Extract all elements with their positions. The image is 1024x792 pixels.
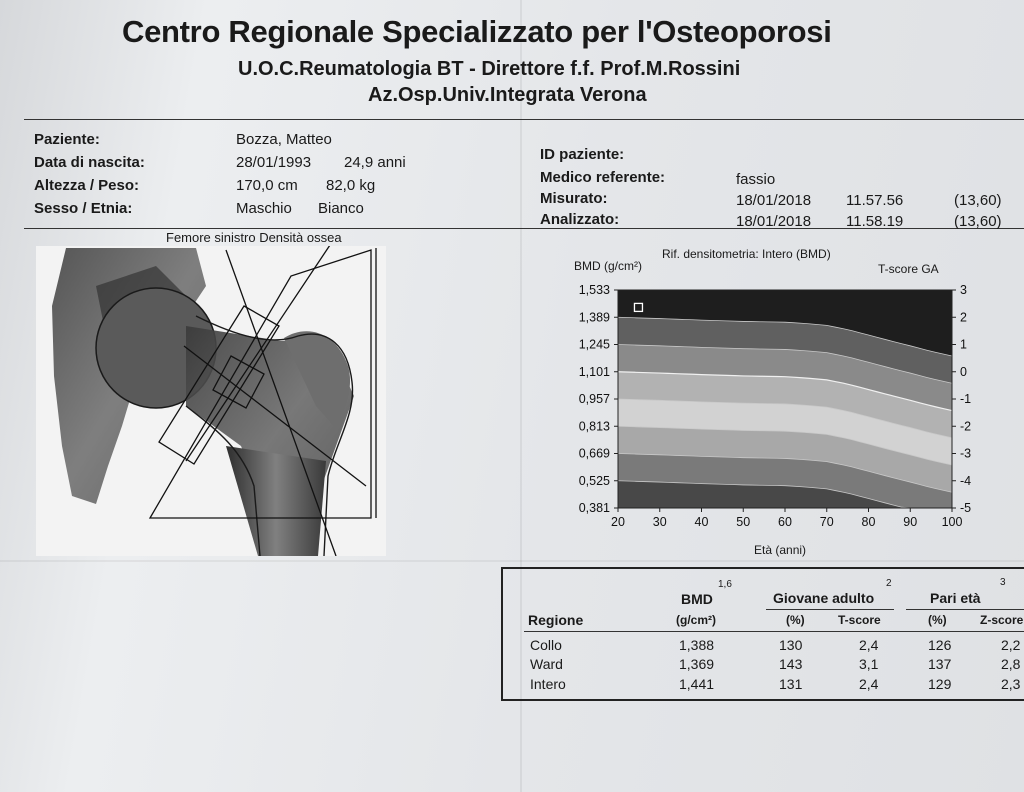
y-tick-label: 0,813 <box>578 419 610 434</box>
tscore-cell: 2,4 <box>859 637 879 653</box>
chart-ylabel: BMD (g/cm²) <box>574 259 642 273</box>
y-tick-label: 0,525 <box>578 473 610 488</box>
x-tick-label: 90 <box>903 515 918 529</box>
y2-tick-label: 2 <box>960 310 967 325</box>
x-tick-label: 20 <box>611 515 625 529</box>
y-tick-label: 0,381 <box>578 501 610 515</box>
x-tick-label: 50 <box>736 515 751 529</box>
y2-tick-label: 0 <box>960 364 967 379</box>
y-tick-label: 1,533 <box>578 283 610 297</box>
patient-name-label: Paziente: <box>34 131 100 148</box>
y2-tick-label: -4 <box>960 473 972 488</box>
region-cell: Ward <box>530 656 563 672</box>
y2-tick-label: 1 <box>960 337 967 352</box>
patient-name: Bozza, Matteo <box>236 131 332 148</box>
x-tick-label: 60 <box>778 515 792 529</box>
y2-tick-label: -2 <box>960 419 972 434</box>
department-line: U.O.C.Reumatologia BT - Direttore f.f. Prof.M.Rossini <box>238 58 741 80</box>
height-weight-label: Altezza / Peso: <box>34 177 140 194</box>
dob-label: Data di nascita: <box>34 154 145 171</box>
ya-pct-header: (%) <box>786 613 805 627</box>
bmd-cell: 1,441 <box>679 676 715 692</box>
report-title: Centro Regionale Specializzato per l'Osteoporosi <box>122 14 832 49</box>
dob-value: 28/01/1993 <box>236 154 312 171</box>
age-value: 24,9 anni <box>344 154 406 171</box>
am-pct-cell: 137 <box>928 656 952 672</box>
young-adult-header: Giovane adulto <box>773 590 875 606</box>
x-tick-label: 30 <box>652 515 667 529</box>
tscore-header: T-score <box>838 613 881 627</box>
sex-value: Maschio <box>236 200 292 217</box>
bmd-cell: 1,369 <box>679 656 715 672</box>
bmd-unit-header: (g/cm²) <box>676 613 716 627</box>
hospital-line: Az.Osp.Univ.Integrata Verona <box>368 84 647 106</box>
young-adult-underline <box>766 609 894 610</box>
am-pct-cell: 126 <box>928 637 952 653</box>
header-rule <box>24 119 1024 120</box>
bmd-cell: 1,388 <box>679 637 715 653</box>
chart-title: Rif. densitometria: Intero (BMD) <box>662 247 831 261</box>
am-pct-cell: 129 <box>928 676 952 692</box>
weight-value: 82,0 kg <box>326 177 376 194</box>
measured-time: 11.57.56 <box>846 192 904 209</box>
bmd-footnote: 1,6 <box>718 579 732 590</box>
femur-image-title: Femore sinistro Densità ossea <box>166 230 342 245</box>
y2-tick-label: -1 <box>960 392 972 406</box>
patient-id-label: ID paziente: <box>540 146 625 163</box>
young-adult-footnote: 2 <box>886 578 892 589</box>
chart-xlabel: Età (anni) <box>754 543 807 557</box>
ya-pct-cell: 143 <box>779 656 803 672</box>
zscore-header: Z-score <box>980 613 1024 627</box>
x-tick-label: 100 <box>941 515 963 529</box>
measured-date: 18/01/2018 <box>736 192 812 209</box>
bmd-header: BMD <box>681 591 713 607</box>
age-matched-footnote: 3 <box>1000 577 1006 588</box>
ya-pct-cell: 130 <box>779 637 803 653</box>
table-header-rule <box>524 631 1024 632</box>
zscore-cell: 2,2 <box>1001 637 1021 653</box>
zscore-cell: 2,3 <box>1001 676 1021 692</box>
y-tick-label: 0,957 <box>578 392 610 406</box>
region-cell: Collo <box>530 637 562 653</box>
y2-tick-label: 3 <box>960 283 967 297</box>
patient-marker <box>634 303 642 311</box>
region-cell: Intero <box>530 676 566 692</box>
x-tick-label: 40 <box>694 515 709 529</box>
referrer-label: Medico referente: <box>540 169 666 186</box>
ethnicity-value: Bianco <box>318 200 364 217</box>
analyzed-label: Analizzato: <box>540 211 620 228</box>
measured-code: (13,60) <box>954 192 1002 209</box>
am-pct-header: (%) <box>928 613 947 627</box>
age-matched-underline <box>906 609 1024 610</box>
bmd-reference-chart <box>560 276 1000 538</box>
x-tick-label: 80 <box>861 515 876 529</box>
tscore-cell: 3,1 <box>859 656 879 672</box>
zscore-cell: 2,8 <box>1001 656 1021 672</box>
chart-y2label: T-score GA <box>878 262 939 276</box>
analyzed-date: 18/01/2018 <box>736 213 812 230</box>
y-tick-label: 1,245 <box>578 337 610 352</box>
region-header: Regione <box>528 612 584 628</box>
paper-fold <box>0 560 1024 562</box>
x-tick-label: 70 <box>819 515 834 529</box>
sex-ethnicity-label: Sesso / Etnia: <box>34 200 133 217</box>
analyzed-code: (13,60) <box>954 213 1002 230</box>
y2-tick-label: -5 <box>960 501 972 515</box>
y-tick-label: 0,669 <box>578 446 610 461</box>
ya-pct-cell: 131 <box>779 676 803 692</box>
age-matched-header: Pari età <box>930 590 981 606</box>
y2-tick-label: -3 <box>960 446 972 461</box>
measured-label: Misurato: <box>540 190 608 207</box>
femur-scan-image <box>36 246 386 556</box>
analyzed-time: 11.58.19 <box>846 213 904 230</box>
referrer-value: fassio <box>736 171 776 188</box>
y-tick-label: 1,389 <box>578 310 610 325</box>
height-value: 170,0 cm <box>236 177 298 194</box>
y-tick-label: 1,101 <box>578 364 610 379</box>
tscore-cell: 2,4 <box>859 676 879 692</box>
